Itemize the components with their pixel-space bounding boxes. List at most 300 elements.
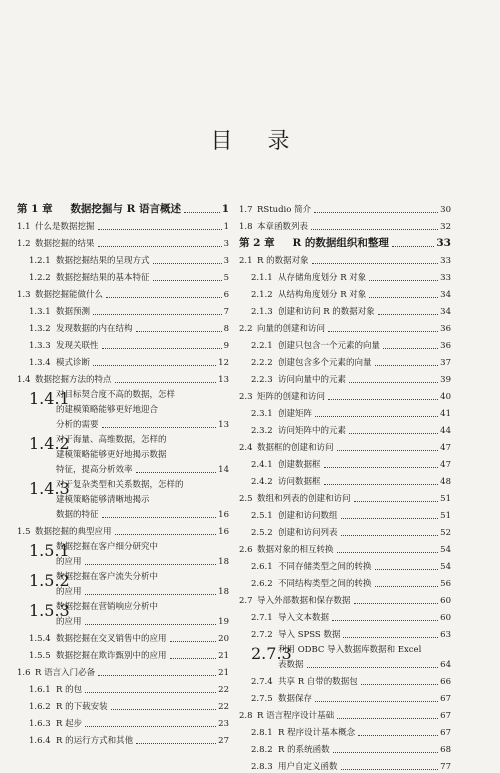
leader-dots [98, 674, 216, 676]
leader-dots [315, 700, 438, 702]
entry-number: 1.5 [17, 527, 34, 537]
page-number: 32 [440, 222, 451, 232]
page-number: 20 [218, 634, 229, 644]
entry-title-line: 对于复杂类型和关系数据，怎样的 [56, 480, 184, 490]
leader-dots [312, 262, 439, 264]
page-number: 13 [218, 420, 229, 430]
entry-title: 导入外部数据和保存数据 [257, 596, 351, 606]
page-number: 6 [223, 290, 229, 300]
page-number: 19 [218, 617, 229, 627]
leader-dots [111, 708, 217, 710]
page-number: 64 [440, 660, 451, 670]
page-number: 67 [440, 694, 451, 704]
page-number: 5 [223, 273, 229, 283]
entry-title-line: 的应用 [56, 557, 82, 567]
page-number: 77 [440, 762, 451, 772]
page-number: 68 [440, 745, 451, 755]
entry-number: 2.6 [239, 545, 256, 555]
entry-number: 1.2.2 [29, 273, 54, 283]
leader-dots [170, 657, 217, 659]
entry-title: R 的数据对象 [257, 256, 309, 266]
entry-number: 2.7.5 [251, 694, 276, 704]
entry-title: 矩阵的创建和访问 [257, 392, 326, 402]
entry-title: 数据挖掘与 R 语言概述 [70, 203, 181, 215]
toc-entry[interactable] [17, 633, 229, 645]
toc-entry[interactable] [17, 389, 229, 431]
page-number: 33 [436, 237, 451, 249]
page-number: 48 [440, 477, 451, 487]
toc-entry[interactable] [17, 323, 229, 335]
entry-title: 数据框的创建和访问 [257, 443, 334, 453]
leader-dots [85, 563, 217, 565]
leader-dots [93, 313, 222, 315]
leader-dots [102, 516, 217, 518]
page-number: 8 [223, 324, 229, 334]
page-number: 44 [440, 426, 451, 436]
entry-number: 2.2 [239, 324, 256, 334]
leader-dots [324, 483, 439, 485]
entry-number: 2.8.1 [251, 728, 276, 738]
page-number: 12 [218, 358, 229, 368]
toc-entry[interactable] [17, 289, 229, 301]
toc-entry[interactable] [239, 727, 451, 739]
entry-number: 1.4 [17, 375, 34, 385]
page-number: 1 [221, 203, 229, 215]
toc-entry[interactable] [17, 357, 229, 369]
toc-right-column [239, 199, 451, 773]
entry-number: 2.2.2 [251, 358, 276, 368]
entry-last-line [56, 556, 229, 568]
entry-title: R 的下载安装 [56, 702, 108, 712]
leader-dots [324, 466, 439, 468]
toc-entry[interactable] [17, 541, 229, 568]
entry-number: 2.4.1 [251, 460, 276, 470]
leader-dots [311, 228, 438, 230]
toc-entry[interactable] [17, 684, 229, 696]
entry-title-line: 数据挖掘在客户流失分析中 [56, 572, 159, 582]
toc-entry[interactable] [239, 289, 451, 301]
page-number: 54 [440, 545, 451, 555]
entry-title: 创建矩阵 [278, 409, 313, 419]
toc-entry[interactable] [17, 340, 229, 352]
toc-entry[interactable] [17, 306, 229, 318]
entry-title: 创建数据框 [278, 460, 321, 470]
leader-dots [375, 585, 439, 587]
entry-number: 2.5.2 [251, 528, 276, 538]
entry-title: 发现数据的内在结构 [56, 324, 133, 334]
entry-title-line: 建模策略能够清晰地揭示 [56, 495, 150, 505]
leader-dots [375, 568, 439, 570]
entry-title-line: 表数据 [278, 660, 304, 670]
toc-entry[interactable] [239, 761, 451, 773]
entry-number: 1.3.4 [29, 358, 54, 368]
leader-dots [315, 415, 438, 417]
entry-title: 从结构角度划分 R 对象 [278, 290, 367, 300]
entry-title: 访问矩阵中的元素 [278, 426, 347, 436]
entry-number: 1.2.1 [29, 256, 54, 266]
toc-chapter[interactable] [239, 236, 451, 250]
leader-dots [369, 279, 438, 281]
entry-title: 访问数据框 [278, 477, 321, 487]
page-number: 47 [440, 460, 451, 470]
toc-entry[interactable] [17, 601, 229, 628]
leader-dots [115, 381, 217, 383]
entry-title: R 语言程序设计基础 [257, 711, 335, 721]
entry-number: 2.5.1 [251, 511, 276, 521]
toc-entry[interactable] [239, 408, 451, 420]
entry-last-line [56, 509, 229, 521]
entry-number: 2.4.2 [251, 477, 276, 487]
leader-dots [98, 228, 222, 230]
toc-entry[interactable] [239, 476, 451, 488]
page-number: 66 [440, 677, 451, 687]
entry-last-line [278, 659, 451, 671]
entry-title: 向量的创建和访问 [257, 324, 326, 334]
entry-title: 访问向量中的元素 [278, 375, 347, 385]
toc-entry[interactable] [17, 571, 229, 598]
leader-dots [85, 725, 216, 727]
entry-number: 2.2.1 [251, 341, 276, 351]
leader-dots [349, 381, 438, 383]
entry-number: 2.8.3 [251, 762, 276, 772]
page-number: 60 [440, 613, 451, 623]
entry-number: 2.1.2 [251, 290, 276, 300]
leader-dots [341, 517, 439, 519]
page-number: 9 [223, 341, 229, 351]
leader-dots [85, 623, 217, 625]
page-number: 16 [218, 527, 229, 537]
toc-entry[interactable] [17, 667, 229, 679]
toc-entry[interactable] [17, 238, 229, 250]
toc-entry[interactable] [239, 527, 451, 539]
leader-dots [184, 211, 220, 213]
entry-number: 2.7.3 [251, 644, 292, 663]
leader-dots [349, 432, 438, 434]
entry-title: 导入 SPSS 数据 [278, 630, 341, 640]
entry-title-line: 数据挖掘在营销响应分析中 [56, 602, 159, 612]
leader-dots [85, 593, 217, 595]
entry-number: 第 2 章 [239, 237, 282, 249]
page-number: 63 [440, 630, 451, 640]
page-number: 18 [218, 587, 229, 597]
entry-title: 数据挖掘的典型应用 [35, 527, 112, 537]
entry-number: 2.6.1 [251, 562, 276, 572]
entry-number: 2.7.1 [251, 613, 276, 623]
entry-title-line: 对目标契合度不高的数据，怎样 [56, 390, 176, 400]
page-number: 60 [440, 596, 451, 606]
toc-entry[interactable] [239, 544, 451, 556]
toc-entry[interactable] [239, 459, 451, 471]
leader-dots [102, 426, 217, 428]
toc-entry[interactable] [239, 306, 451, 318]
leader-dots [307, 666, 439, 668]
entry-title: 创建和访问列表 [278, 528, 338, 538]
page-number: 56 [440, 579, 451, 589]
entry-number: 2.7.2 [251, 630, 276, 640]
page-number: 34 [440, 290, 451, 300]
toc-entry[interactable] [239, 644, 451, 671]
page-number: 27 [218, 736, 229, 746]
page-number: 41 [440, 409, 451, 419]
leader-dots [354, 500, 439, 502]
toc-entry[interactable] [239, 323, 451, 335]
entry-number: 1.5.4 [29, 634, 54, 644]
entry-title: 发现关联性 [56, 341, 99, 351]
entry-title-line: 的建模策略能够更好地迎合 [56, 405, 159, 415]
leader-dots [93, 364, 216, 366]
leader-dots [136, 742, 216, 744]
entry-title-line: 特征，提高分析效率 [56, 465, 133, 475]
entry-title-line: 建模策略能够更好地揭示数据 [56, 450, 167, 460]
entry-title: R 的系统函数 [278, 745, 330, 755]
page-number: 21 [218, 651, 229, 661]
page-number: 54 [440, 562, 451, 572]
entry-title: 用户自定义函数 [278, 762, 338, 772]
entry-number: 2.3.1 [251, 409, 276, 419]
entry-title-line: 对于海量、高维数据，怎样的 [56, 435, 167, 445]
leader-dots [375, 364, 439, 366]
toc-entry[interactable] [239, 425, 451, 437]
entry-title-line: 数据的特征 [56, 510, 99, 520]
entry-number: 2.5 [239, 494, 256, 504]
toc-entry[interactable] [239, 595, 451, 607]
leader-dots [358, 734, 438, 736]
entry-number: 2.7 [239, 596, 256, 606]
toc-entry[interactable] [239, 374, 451, 386]
page-number: 3 [223, 256, 229, 266]
entry-number: 1.3.3 [29, 341, 54, 351]
toc-entry[interactable] [17, 255, 229, 267]
entry-title: 数据对象的相互转换 [257, 545, 334, 555]
toc-entry[interactable] [239, 629, 451, 641]
page-number: 7 [223, 307, 229, 317]
leader-dots [115, 533, 217, 535]
page-number: 36 [440, 324, 451, 334]
entry-title: 数据挖掘方法的特点 [35, 375, 112, 385]
entry-title: RStudio 简介 [257, 205, 312, 215]
leader-dots [337, 551, 439, 553]
leader-dots [341, 768, 439, 770]
entry-title: R 的运行方式和其他 [56, 736, 134, 746]
toc-entry[interactable] [239, 442, 451, 454]
leader-dots [343, 636, 438, 638]
page-number: 67 [440, 728, 451, 738]
entry-number: 1.6 [17, 668, 34, 678]
toc-entry[interactable] [239, 255, 451, 267]
page-number: 22 [218, 702, 229, 712]
entry-number: 2.6.2 [251, 579, 276, 589]
page-number: 21 [218, 668, 229, 678]
toc-entry[interactable] [17, 650, 229, 662]
page-number: 47 [440, 443, 451, 453]
page-number: 13 [218, 375, 229, 385]
toc-chapter[interactable] [17, 202, 229, 216]
entry-title: 不同存储类型之间的转换 [278, 562, 372, 572]
entry-title-line: 的应用 [56, 617, 82, 627]
entry-title: 本章函数列表 [257, 222, 309, 232]
leader-dots [337, 717, 438, 719]
entry-title: 数据挖掘的结果 [35, 239, 95, 249]
leader-dots [369, 296, 438, 298]
page-number: 67 [440, 711, 451, 721]
entry-title: 创建和访问数组 [278, 511, 338, 521]
entry-number: 1.2 [17, 239, 34, 249]
leader-dots [328, 330, 438, 332]
toc-entry[interactable] [17, 221, 229, 233]
leader-dots [85, 691, 216, 693]
entry-last-line [56, 419, 229, 431]
toc-entry[interactable] [17, 374, 229, 386]
toc-entry[interactable] [239, 710, 451, 722]
entry-number: 第 1 章 [17, 203, 60, 215]
toc-entry[interactable] [239, 357, 451, 369]
toc-entry[interactable] [17, 718, 229, 730]
entry-number: 1.3.2 [29, 324, 54, 334]
entry-number: 1.6.3 [29, 719, 54, 729]
page-number: 34 [440, 307, 451, 317]
leader-dots [102, 347, 222, 349]
toc-entry[interactable] [17, 434, 229, 476]
toc-entry[interactable] [17, 701, 229, 713]
leader-dots [333, 751, 439, 753]
entry-title: 数据挖掘能做什么 [35, 290, 104, 300]
entry-number: 1.5.2 [29, 571, 70, 590]
entry-title: 模式诊断 [56, 358, 91, 368]
entry-number: 2.7.4 [251, 677, 276, 687]
page-number: 22 [218, 685, 229, 695]
entry-title: 数据挖掘在欺诈甄别中的应用 [56, 651, 167, 661]
entry-title-line: 利用 ODBC 导入数据库数据和 Excel [278, 645, 422, 655]
entry-title: 数组和列表的创建和访问 [257, 494, 351, 504]
page-number: 51 [440, 494, 451, 504]
entry-number: 1.7 [239, 205, 256, 215]
entry-title: 数据挖掘结果的基本特征 [56, 273, 150, 283]
toc-entry[interactable] [17, 479, 229, 521]
leader-dots [106, 296, 222, 298]
entry-last-line [56, 586, 229, 598]
entry-number: 2.2.3 [251, 375, 276, 385]
entry-number: 1.6.1 [29, 685, 54, 695]
toc-entry[interactable] [17, 526, 229, 538]
toc-entry[interactable] [239, 612, 451, 624]
entry-number: 1.5.1 [29, 541, 70, 560]
entry-title: R 的数据组织和整理 [292, 237, 389, 249]
entry-number: 2.1 [239, 256, 256, 266]
entry-title: 数据预测 [56, 307, 91, 317]
entry-title-line: 分析的需要 [56, 420, 99, 430]
entry-title: R 程序设计基本概念 [278, 728, 356, 738]
toc-entry[interactable] [239, 204, 451, 216]
page-number: 33 [440, 273, 451, 283]
entry-title: 共享 R 自带的数据包 [278, 677, 358, 687]
leader-dots [392, 245, 435, 247]
entry-number: 1.4.2 [29, 434, 70, 453]
page-number: 51 [440, 511, 451, 521]
page-number: 40 [440, 392, 451, 402]
entry-title: R 语言入门必备 [35, 668, 96, 678]
page-number: 3 [223, 239, 229, 249]
toc-entry[interactable] [239, 676, 451, 688]
spacer [282, 236, 293, 250]
leader-dots [314, 211, 438, 213]
page-number: 52 [440, 528, 451, 538]
entry-title: 从存储角度划分 R 对象 [278, 273, 367, 283]
entry-title: 数据保存 [278, 694, 313, 704]
entry-last-line [56, 464, 229, 476]
leader-dots [332, 619, 438, 621]
page-number: 33 [440, 256, 451, 266]
entry-title-line: 数据挖掘在客户细分研究中 [56, 542, 159, 552]
entry-title: 创建包含多个元素的向量 [278, 358, 372, 368]
toc-entry[interactable] [239, 272, 451, 284]
entry-number: 1.6.2 [29, 702, 54, 712]
page-number: 14 [218, 465, 229, 475]
leader-dots [136, 471, 217, 473]
entry-title: 数据挖掘在交叉销售中的应用 [56, 634, 167, 644]
toc-entry[interactable] [17, 272, 229, 284]
page-number: 39 [440, 375, 451, 385]
toc-entry[interactable] [239, 744, 451, 756]
page-number: 16 [218, 510, 229, 520]
entry-number: 1.5.5 [29, 651, 54, 661]
entry-number: 2.3 [239, 392, 256, 402]
toc-entry[interactable] [239, 391, 451, 403]
leader-dots [328, 398, 438, 400]
entry-number: 1.8 [239, 222, 256, 232]
entry-number: 2.3.2 [251, 426, 276, 436]
entry-number: 2.8 [239, 711, 256, 721]
toc-left-column [17, 199, 229, 747]
leader-dots [153, 262, 222, 264]
leader-dots [361, 683, 438, 685]
entry-title: R 的包 [56, 685, 83, 695]
page-title: 目 录 [210, 129, 304, 154]
toc-entry[interactable] [239, 510, 451, 522]
leader-dots [98, 245, 222, 247]
page-number: 37 [440, 358, 451, 368]
leader-dots [341, 534, 439, 536]
page-number: 36 [440, 341, 451, 351]
page-number: 23 [218, 719, 229, 729]
toc-entry[interactable] [239, 578, 451, 590]
entry-number: 1.6.4 [29, 736, 54, 746]
entry-number: 2.1.1 [251, 273, 276, 283]
leader-dots [378, 313, 438, 315]
page-number: 18 [218, 557, 229, 567]
toc-entry[interactable] [239, 340, 451, 352]
toc-entry[interactable] [239, 493, 451, 505]
entry-title: 不同结构类型之间的转换 [278, 579, 372, 589]
leader-dots [136, 330, 222, 332]
entry-number: 1.1 [17, 222, 34, 232]
leader-dots [383, 347, 438, 349]
entry-title-line: 的应用 [56, 587, 82, 597]
leader-dots [337, 449, 439, 451]
toc-entry[interactable] [239, 693, 451, 705]
entry-title: 什么是数据挖掘 [35, 222, 95, 232]
toc-entry[interactable] [239, 561, 451, 573]
entry-title: 导入文本数据 [278, 613, 330, 623]
leader-dots [354, 602, 439, 604]
toc-entry[interactable] [239, 221, 451, 233]
entry-number: 1.3 [17, 290, 34, 300]
entry-number: 1.4.3 [29, 479, 70, 498]
entry-last-line [56, 616, 229, 628]
entry-title: 创建只包含一个元素的向量 [278, 341, 381, 351]
toc-entry[interactable] [17, 735, 229, 747]
entry-number: 2.1.3 [251, 307, 276, 317]
page-number: 1 [223, 222, 229, 232]
